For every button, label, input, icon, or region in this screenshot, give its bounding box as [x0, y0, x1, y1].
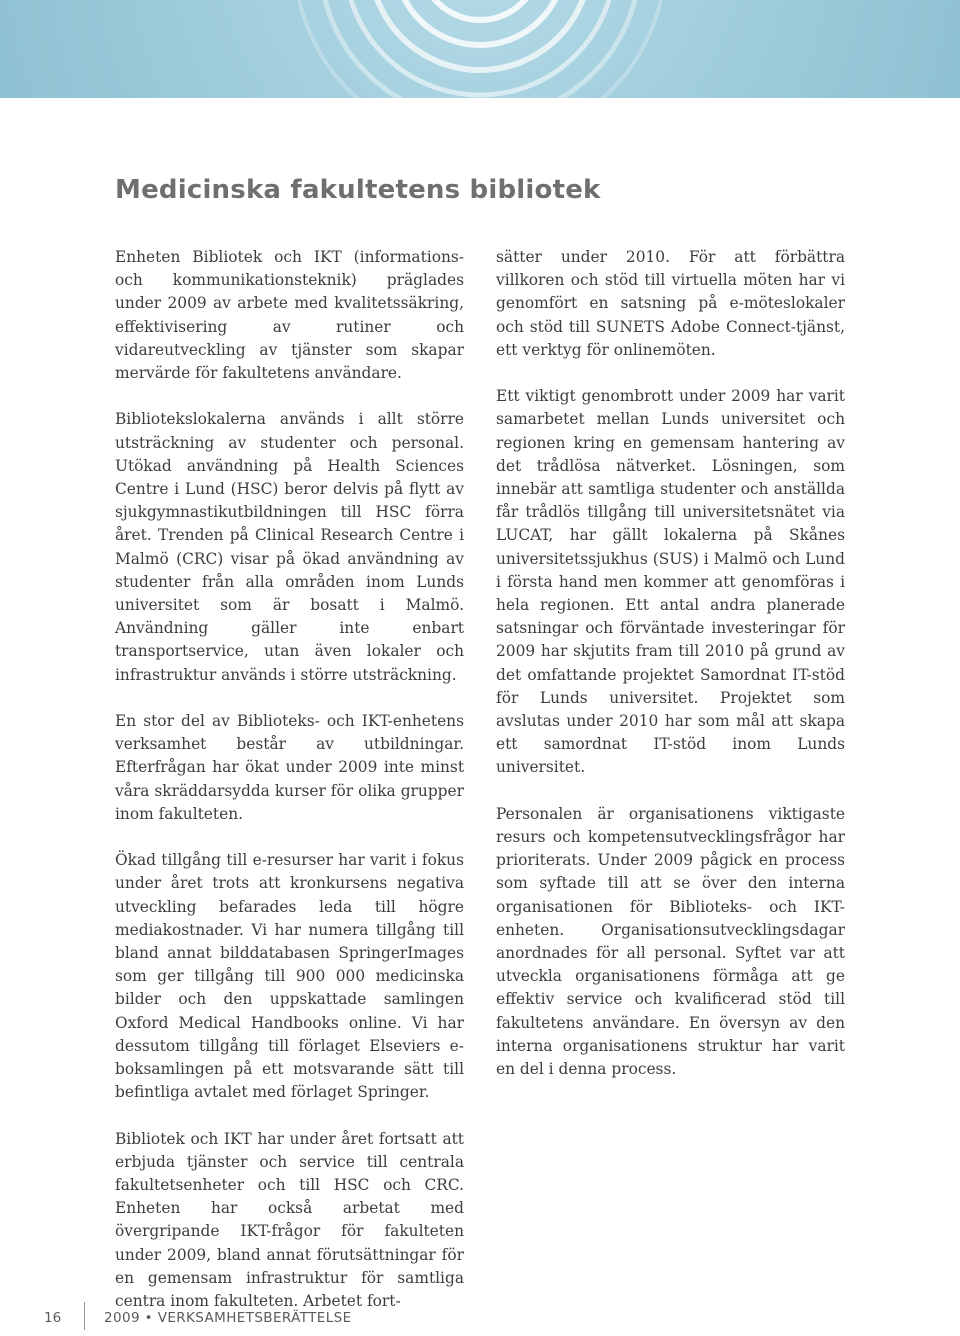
paragraph: Personalen är organisationens viktigaste resurs och kompetensutvecklingsfrågor har prioriterats. Under 2009 pågick en process som syftade till att se över den interna organisationen för Biblioteks- och IKT-enheten. Organisationsutvecklingsdagar anordnades för all personal. Syftet var att utveckla organisationens förmåga att ge effektiv service och kvalificerad stöd till fakultetens användare. En översyn av den interna organisationens struktur har varit en del i denna process. — [496, 804, 845, 1079]
paragraph: Ökad tillgång till e-resurser har varit i fokus under året trots att kronkursens negativa utveckling befarades leda till högre mediakostnader. Vi har numera tillgång till bland annat bilddatabasen SpringerImages som ger tillgång till 900 000 medicinska bilder och den uppskattade samlingen Oxford Medical Handbooks online. Vi har dessutom tillgång till förlaget Elseviers e-boksamlingen på ett motsvarande sätt till befintliga avtalet med förlaget Springer. — [115, 851, 464, 1102]
paragraph: En stor del av Biblioteks- och IKT-enhetens verksamhet består av utbildningar. Efterfrågan har ökat under 2009 inte minst våra skräddarsydda kurser för olika grupper inom fakulteten. — [115, 712, 464, 823]
running-title: 2009 • VERKSAMHETSBERÄTTELSE — [104, 1310, 352, 1326]
paragraph: Enheten Bibliotek och IKT (informations- och kommunikationsteknik) präglades under 2009 av arbete med kvalitetssäkring, effektivisering av rutiner och vidareutveckling av tjänster som skapar mervärde för fakultetens användare. — [115, 248, 464, 383]
ring-1 — [420, 0, 540, 20]
paragraph: Ett viktigt genombrott under 2009 har varit samarbetet mellan Lunds universitet och regionen kring en gemensam hantering av det trådlösa nätverket. Lösningen, som innebär att samtliga studenter och anställda får trådlös tillgång till universitetsnätet via LUCAT, har gällt lokalerna på Skånes universitetssjukhus (SUS) i Malmö och Lund i första hand men kommer att genomföras i hela regionen. Ett antal andra planerade satsningar och förväntade investeringar för 2009 har skjutits fram till 2010 på grund av det omfattande projektet Samordnat IT-stöd för Lunds universitet. Projektet som avslutas under 2010 har som mål att skapa ett samordnat IT-stöd inom Lunds universitet. — [496, 387, 845, 777]
ring-5 — [320, 0, 640, 98]
right-column — [496, 246, 845, 1104]
left-column — [115, 246, 464, 1336]
ring-6 — [295, 0, 665, 98]
page-number: 16 — [44, 1310, 62, 1326]
paragraph: Bibliotek och IKT har under året fortsatt att erbjuda tjänster och service till centrala fakultetsenheter och till HSC och CRC. Enheten har också arbetat med övergripande IKT-frågor för fakulteten under 2009, bland annat förutsättningar för en gemensam infrastruktur för samtliga centra inom fakulteten. Arbetet fort- — [115, 1129, 464, 1311]
paragraph: Bibliotekslokalerna används i allt större utsträckning av studenter och personal. Utökad användning på Health Sciences Centre i Lund (HSC) beror delvis på flytt av sjukgymnastikutbildningen till HSC förra året. Trenden på Clinical Research Centre i Malmö (CRC) visar på ökad användning av studenter från alla områden inom Lunds universitet som är bosatt i Malmö. Användning gäller inte enbart transportservice, utan även lokaler och infrastruktur används i större utsträckning. — [115, 410, 464, 684]
footer-divider — [84, 1302, 85, 1330]
ring-3 — [370, 0, 590, 70]
paragraph: sätter under 2010. För att förbättra villkoren och stöd till virtuella möten har vi genomfört en satsning på e-möteslokaler och stöd till SUNETS Adobe Connect-tjänst, ett verktyg för onlinemöten. — [496, 248, 845, 359]
header-banner — [0, 0, 960, 98]
concentric-rings-graphic — [0, 0, 960, 98]
page-title: Medicinska fakultetens bibliotek — [115, 175, 601, 205]
page-footer — [0, 1310, 960, 1330]
